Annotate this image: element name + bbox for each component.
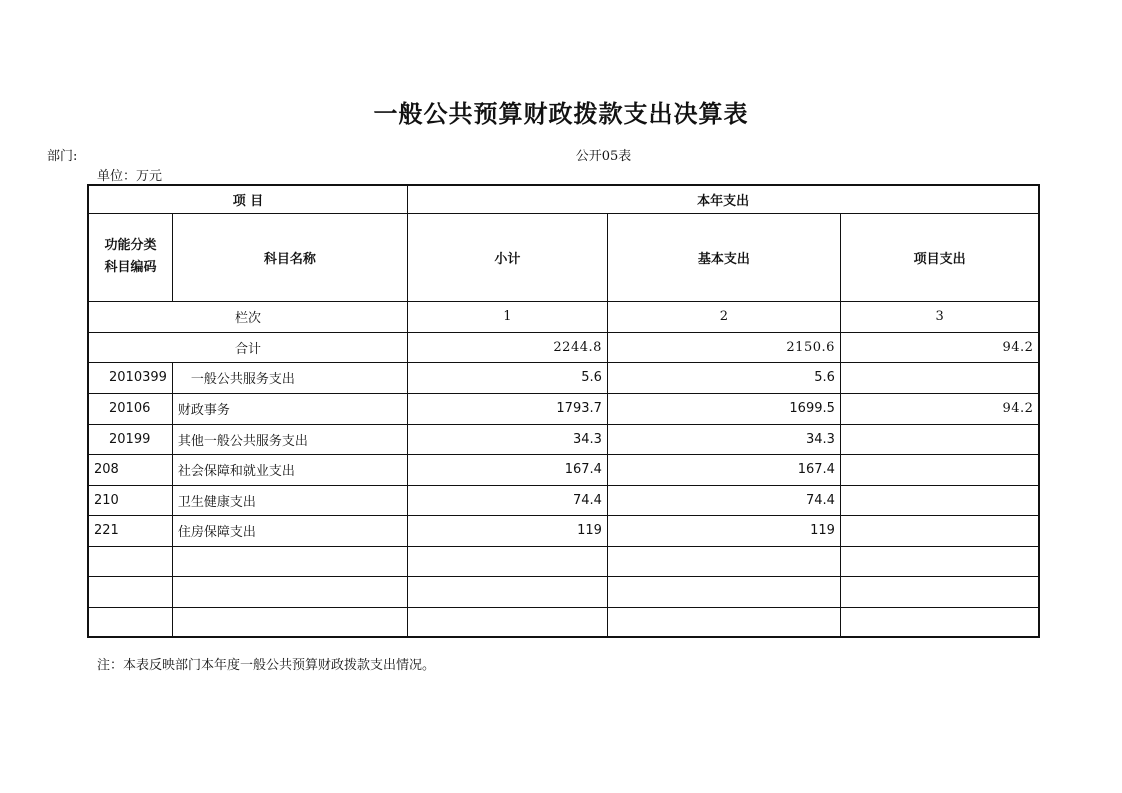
empty-row [88,546,1039,576]
row-name: 卫生健康支出 [172,485,407,515]
row-name: 财政事务 [172,393,407,424]
expenditure-table [87,184,1040,638]
row-subtotal: 74.4 [407,485,607,515]
header-subject-name: 科目名称 [172,213,407,301]
row-code: 221 [88,515,172,546]
department-label: 部门: [47,149,78,164]
total-subtotal: 2244.8 [407,332,607,362]
unit-label: 单位：万元 [97,169,163,184]
empty-row [88,576,1039,607]
total-label: 合计 [88,332,407,362]
row-subtotal: 5.6 [407,362,607,393]
empty-cell [607,546,840,576]
row-code: 2010399 [88,362,172,393]
column-index-label: 栏次 [88,301,407,332]
table-row [88,454,1039,485]
row-basic: 34.3 [607,424,840,454]
empty-cell [88,576,172,607]
row-basic: 1699.5 [607,393,840,424]
header-project: 项 目 [88,185,407,213]
row-project [840,515,1039,546]
header-function-code [88,213,172,301]
empty-cell [88,546,172,576]
row-code: 208 [88,454,172,485]
row-project [840,424,1039,454]
table-row [88,424,1039,454]
column-index-2: 2 [607,301,840,332]
empty-cell [172,546,407,576]
header-function-code-line1: 功能分类 [104,238,157,253]
column-index-row [88,301,1039,332]
row-name: 一般公共服务支出 [172,362,407,393]
empty-cell [607,576,840,607]
row-code: 20199 [88,424,172,454]
row-project [840,362,1039,393]
total-project: 94.2 [840,332,1039,362]
table-row [88,485,1039,515]
row-code: 210 [88,485,172,515]
page-title: 一般公共预算财政拨款支出决算表 [373,99,749,128]
footnote: 注：本表反映部门本年度一般公共预算财政拨款支出情况。 [97,658,436,673]
table-row [88,362,1039,393]
row-project: 94.2 [840,393,1039,424]
empty-cell [840,607,1039,637]
row-basic: 74.4 [607,485,840,515]
header-this-year-expenditure: 本年支出 [407,185,1039,213]
column-index-3: 3 [840,301,1039,332]
row-project [840,454,1039,485]
row-code: 20106 [88,393,172,424]
total-basic: 2150.6 [607,332,840,362]
row-subtotal: 1793.7 [407,393,607,424]
empty-cell [407,546,607,576]
header-basic-expenditure: 基本支出 [607,213,840,301]
empty-cell [172,576,407,607]
form-number: 公开05表 [575,149,632,164]
row-basic: 167.4 [607,454,840,485]
row-subtotal: 34.3 [407,424,607,454]
row-subtotal: 119 [407,515,607,546]
empty-cell [607,607,840,637]
row-name: 其他一般公共服务支出 [172,424,407,454]
empty-cell [840,576,1039,607]
row-basic: 119 [607,515,840,546]
header-row-2 [88,213,1039,301]
empty-row [88,607,1039,637]
row-name: 住房保障支出 [172,515,407,546]
total-row [88,332,1039,362]
row-name: 社会保障和就业支出 [172,454,407,485]
table-row [88,393,1039,424]
empty-cell [172,607,407,637]
row-basic: 5.6 [607,362,840,393]
empty-cell [88,607,172,637]
column-index-1: 1 [407,301,607,332]
row-subtotal: 167.4 [407,454,607,485]
header-row-1 [88,185,1039,213]
empty-cell [407,576,607,607]
header-function-code-line2: 科目编码 [104,260,157,275]
table-row [88,515,1039,546]
header-project-expenditure: 项目支出 [840,213,1039,301]
row-project [840,485,1039,515]
header-subtotal: 小计 [407,213,607,301]
empty-cell [407,607,607,637]
empty-cell [840,546,1039,576]
